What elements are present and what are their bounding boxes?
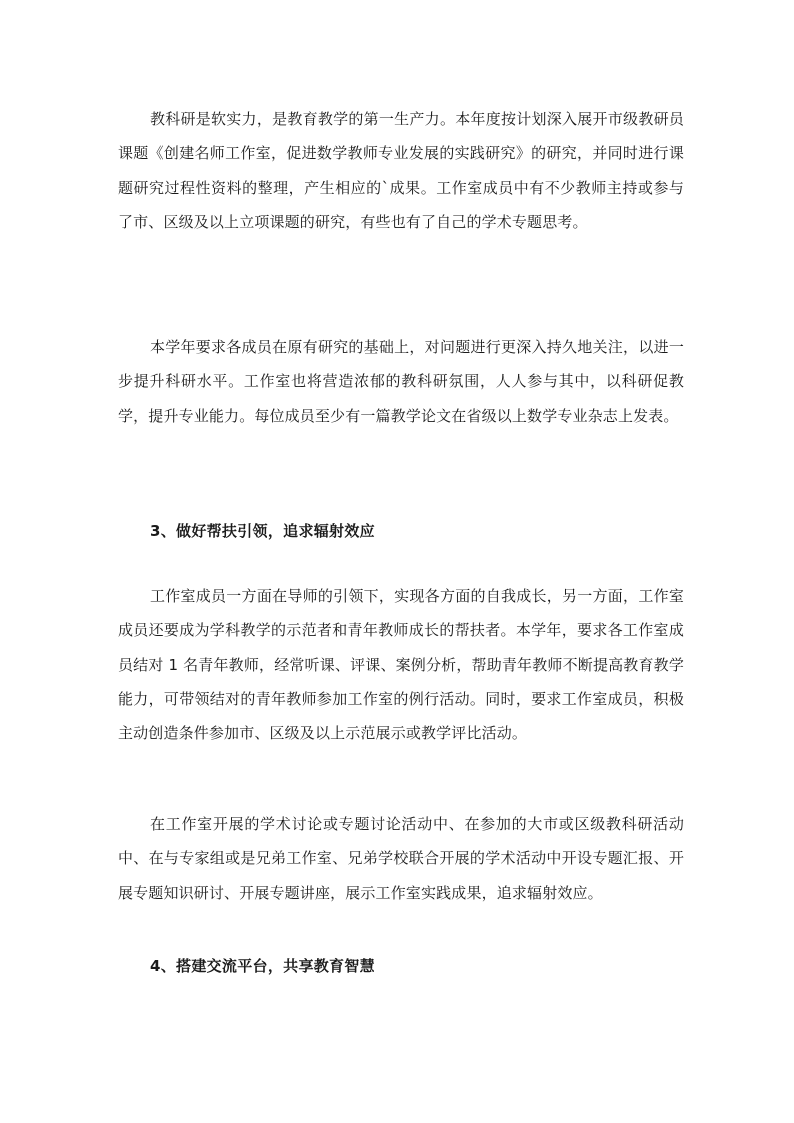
paragraph-radiation: 在工作室开展的学术讨论或专题讨论活动中、在参加的大市或区级教科研活动中、在与专家组或是兄弟工作室、兄弟学校联合开展的学术活动中开设专题汇报、开展专题知识研讨、开展专题讲座，展示工作室实践成果，追求辐射效应。: [118, 815, 684, 902]
paragraph-research-requirements: 本学年要求各成员在原有研究的基础上，对问题进行更深入持久地关注，以进一步提升科研水平。工作室也将营造浓郁的教科研氛围，人人参与其中，以科研促教学，提升专业能力。每位成员至少有一篇教学论文在省级以上数学专业杂志上发表。: [118, 338, 684, 425]
paragraph-research: 教科研是软实力，是教育教学的第一生产力。本年度按计划深入展开市级教研员课题《创建名师工作室，促进数学教师专业发展的实践研究》的研究，并同时进行课题研究过程性资料的整理，产生相应的`成果。工作室成员中有不少教师主持或参与了市、区级及以上立项课题的研究，有些也有了自己的学术专题思考。: [118, 110, 684, 231]
section-heading-3: 3、做好帮扶引领，追求辐射效应: [150, 522, 375, 540]
paragraph-mentoring: 工作室成员一方面在导师的引领下，实现各方面的自我成长，另一方面，工作室成员还要成为学科教学的示范者和青年教师成长的帮扶者。本学年，要求各工作室成员结对 1 名青年教师，经常听课、评课、案例分析，帮助青年教师不断提高教育教学能力，可带领结对的青年教师参加工作室的例行活动。同时，要求工作室成员，积极主动创造条件参加市、区级及以上示范展示或教学评比活动。: [118, 587, 684, 743]
section-heading-4: 4、搭建交流平台，共享教育智慧: [150, 957, 375, 975]
